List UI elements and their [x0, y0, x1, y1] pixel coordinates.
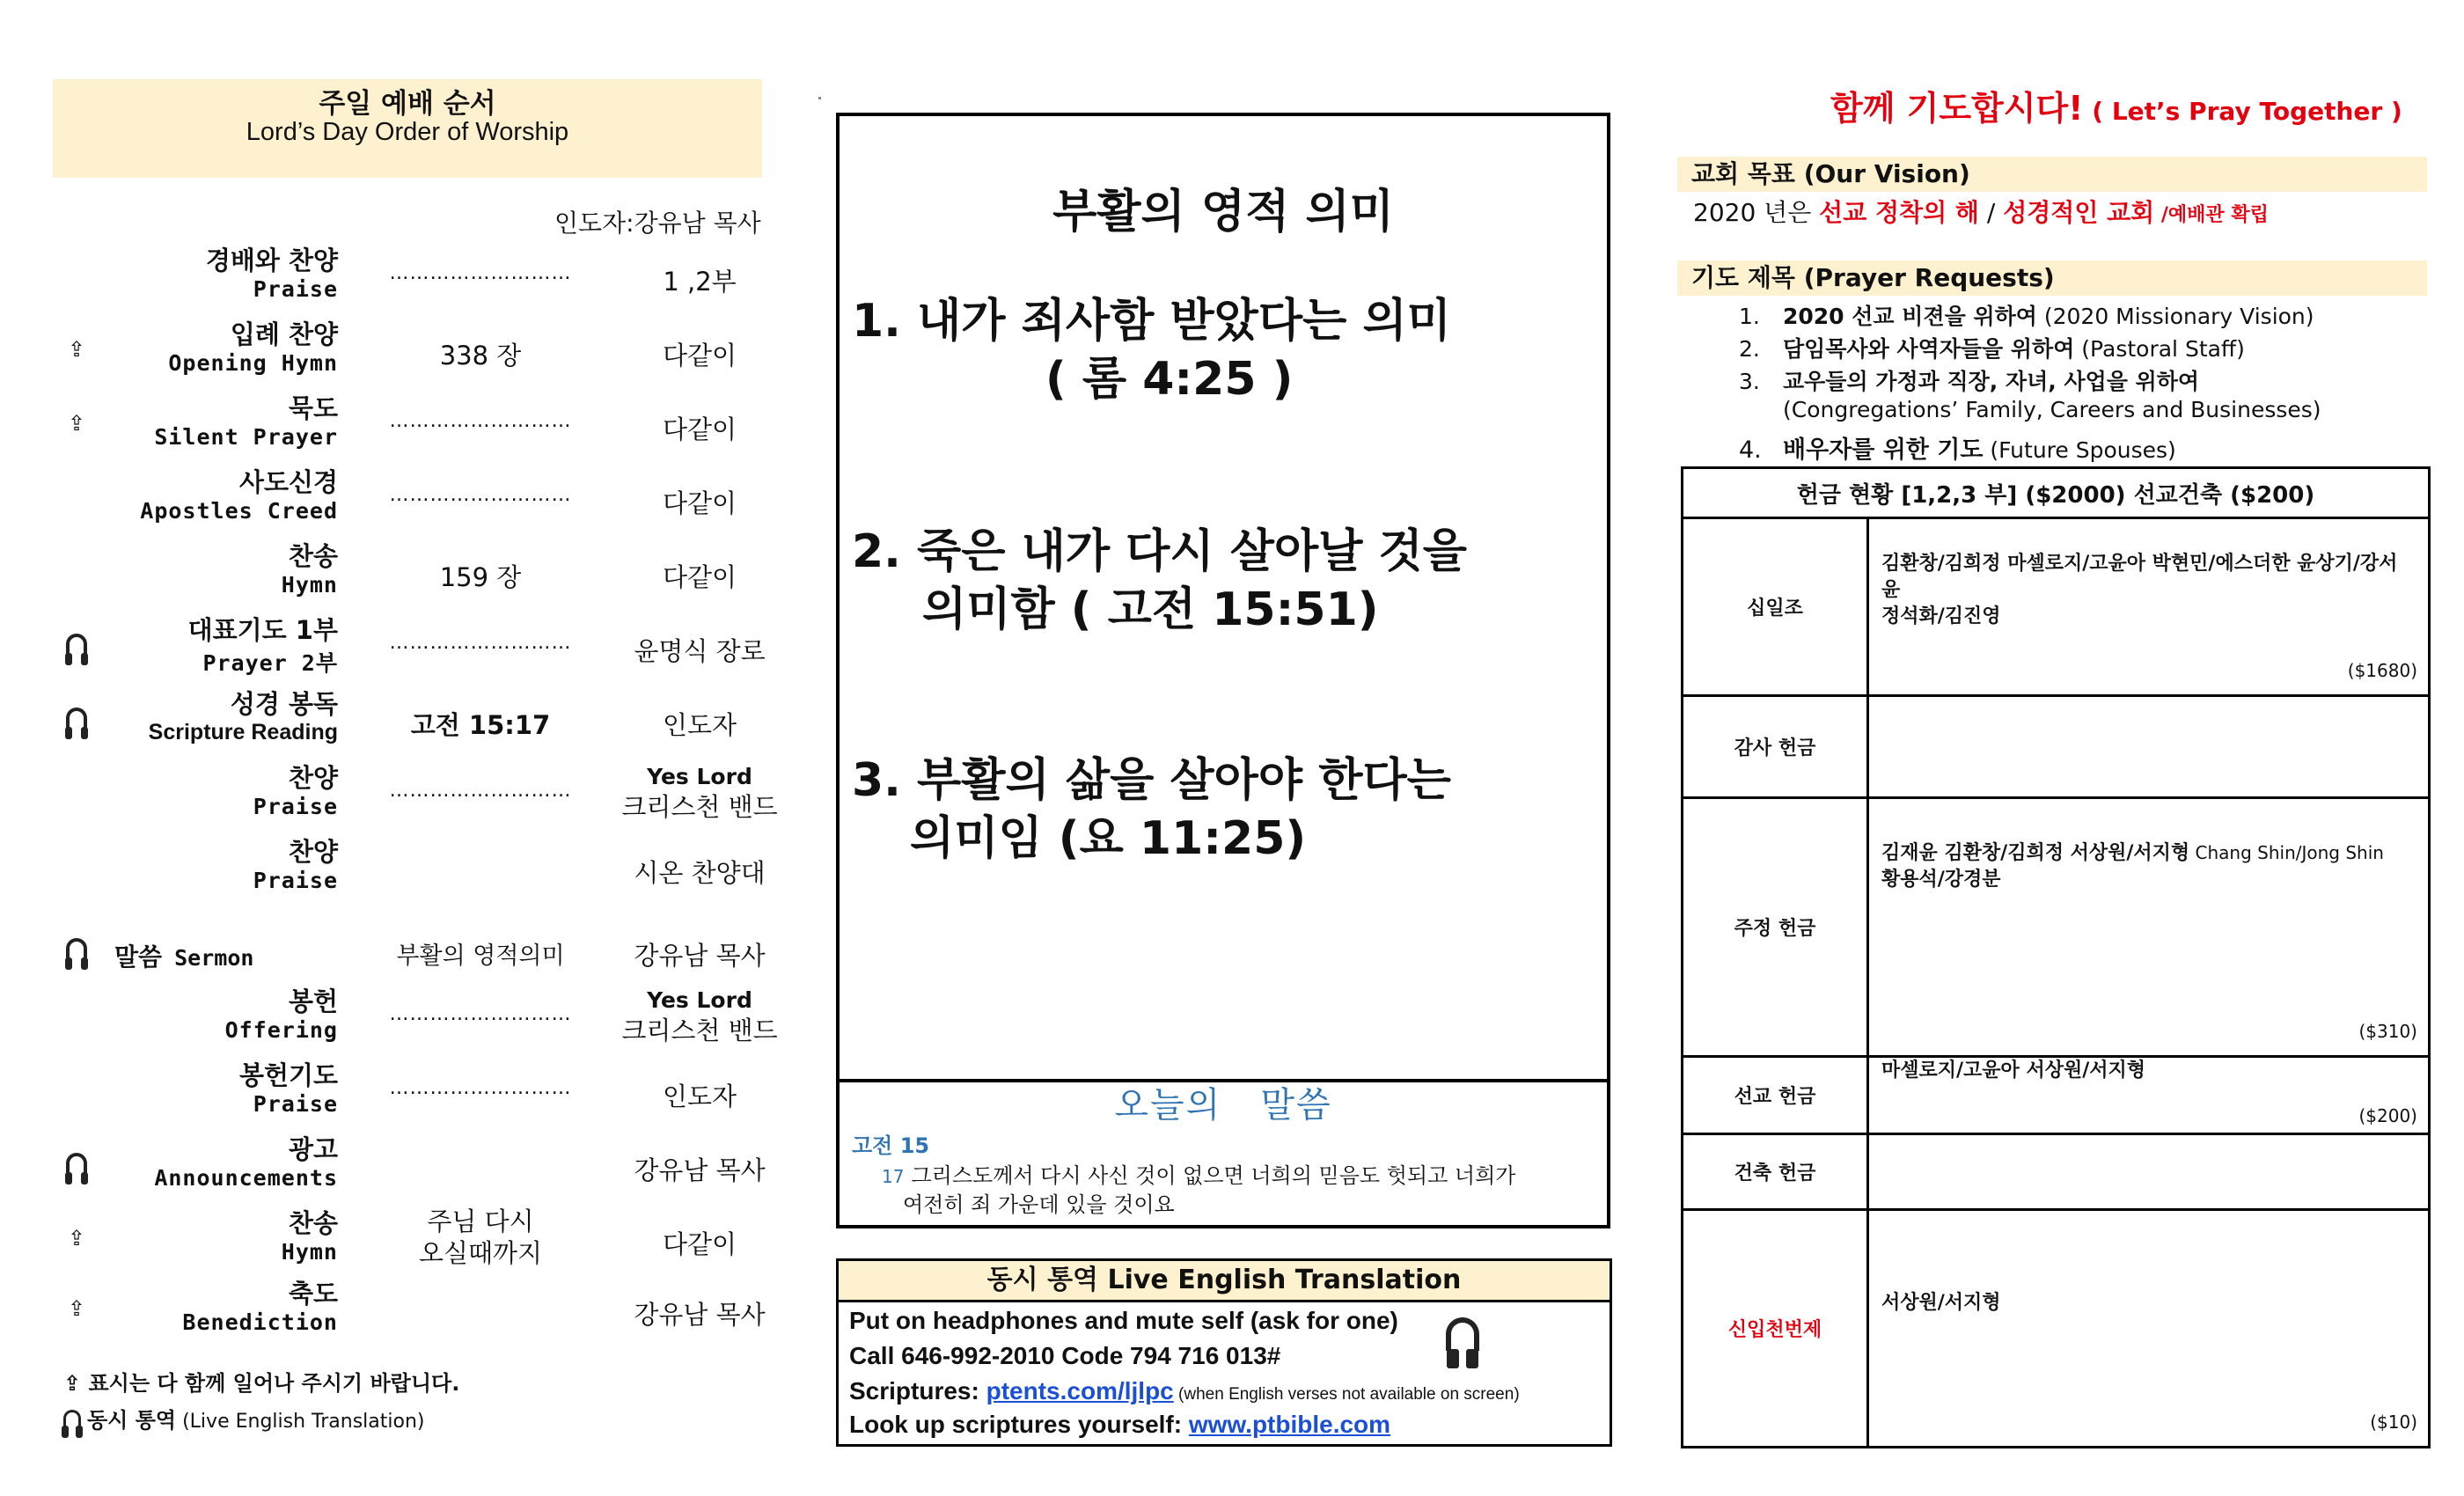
headset-icon [65, 1153, 88, 1176]
row-title-kr: 광고 [288, 1134, 338, 1164]
offering-table [1681, 466, 2431, 1448]
request-number: 3. [1739, 369, 1760, 394]
sermon-point-line2: 의미임 (요 11:25) [910, 812, 1307, 865]
order-row [53, 1056, 774, 1126]
offering-amount: ($10) [2370, 1412, 2417, 1433]
order-row [53, 315, 774, 385]
verse-line1: 그리스도께서 다시 사신 것이 없으면 너희의 믿음도 헛되고 너희가 [911, 1163, 1516, 1188]
row-title-kr: 사도신경 [238, 467, 338, 497]
row-right: 다같이 [662, 341, 737, 370]
offering-names [1868, 1134, 2430, 1210]
scriptures-note: (when English verses not available on screen) [1173, 1385, 1520, 1404]
translation-line4 [849, 1411, 1390, 1439]
request-en: (Pastoral Staff) [2074, 336, 2245, 362]
request-number: 4. [1739, 436, 1762, 464]
offering-names [1868, 1057, 2430, 1134]
stand-icon: ⇪ [67, 411, 86, 436]
today-word-title: 오늘의 말씀 [1114, 1085, 1332, 1126]
order-row [53, 1274, 774, 1345]
row-middle-line1: 주님 다시 [427, 1206, 534, 1236]
vision-goal-2: 성경적인 교회 [2003, 198, 2155, 227]
row-right-line2: 크리스천 밴드 [621, 792, 778, 822]
row-title-kr: 찬양 [288, 763, 338, 793]
sermon-box [836, 113, 1610, 1082]
sermon-point [852, 752, 1451, 868]
offering-names [1868, 696, 2430, 798]
order-row [53, 611, 774, 681]
order-row [53, 389, 774, 459]
table-row [1683, 1210, 2430, 1448]
verse-text [882, 1162, 1586, 1219]
row-right-line1: Yes Lord [647, 987, 752, 1013]
sermon-title: 부활의 영적 의미 [1052, 186, 1394, 238]
prayer-request [1739, 332, 2245, 363]
table-row [1683, 696, 2430, 798]
order-row [53, 463, 774, 533]
sermon-kr: 말씀 [114, 942, 163, 972]
row-middle-line2: 오실때까지 [418, 1238, 543, 1268]
row-title-en: Silent Prayer [154, 424, 338, 450]
row-right-line1: Yes Lord [647, 764, 752, 789]
offering-names [1868, 798, 2430, 1057]
names-line2: 황용석/강경분 [1881, 869, 2001, 891]
table-row [1683, 798, 2430, 1057]
prayer-requests-header: 기도 제목 (Prayer Requests) [1677, 260, 2427, 296]
row-right: 다같이 [662, 1229, 737, 1259]
vision-text [1693, 194, 2269, 229]
table-row [1683, 518, 2430, 696]
row-right [554, 986, 845, 1045]
row-title-kr: 축도 [288, 1279, 338, 1309]
request-kr: 배우자를 위한 기도 [1783, 436, 1984, 464]
row-middle: ……………………… [389, 410, 572, 432]
row-title-en: Hymn [281, 1239, 338, 1265]
table-row [1683, 1134, 2430, 1210]
row-right: 인도자 [662, 1082, 737, 1111]
request-number: 2. [1739, 336, 1760, 362]
order-row [53, 537, 774, 607]
names-english: Chang Shin/Jong Shin [2189, 842, 2384, 863]
row-title-en: Hymn [281, 572, 338, 598]
offering-header: 헌금 현황 [1,2,3 부] ($2000) 선교건축 ($200) [1683, 468, 2430, 518]
order-row [53, 1204, 774, 1274]
request-en: (Congregations’ Family, Careers and Businesses) [1783, 397, 2321, 422]
row-title-en: Offering [224, 1017, 338, 1043]
row-right: 1 ,2부 [663, 267, 737, 297]
row-middle: ……………………… [389, 1077, 572, 1099]
verse-reference: 고전 15 [852, 1133, 930, 1158]
pray-together-title [1830, 81, 2402, 129]
translation-line1: Put on headphones and mute self (ask for one) [849, 1307, 1398, 1334]
prayer-request [1739, 364, 2199, 396]
request-kr: 담임목사와 사역자들을 위하여 [1783, 336, 2075, 362]
sermon-point-line2: ( 롬 4:25 ) [1045, 353, 1294, 406]
headset-icon [63, 1410, 81, 1427]
sermon-en: Sermon [174, 945, 254, 971]
prayer-request [1739, 430, 2176, 465]
offering-category: 주정 헌금 [1683, 798, 1868, 1057]
names-line2: 정석화/김진영 [1881, 605, 2001, 627]
row-title-en: Prayer 2부 [202, 650, 338, 676]
row-right [554, 762, 845, 822]
vision-header: 교회 목표 (Our Vision) [1677, 157, 2427, 192]
row-title-kr: 묵도 [288, 393, 338, 423]
request-kr: 2020 선교 비젼을 위하여 [1783, 304, 2037, 329]
row-right: 강유남 목사 [634, 941, 766, 971]
row-right: 인도자 [662, 710, 737, 740]
vision-goal-3: /예배관 확립 [2154, 204, 2269, 226]
row-middle: 338 장 [439, 341, 522, 370]
order-header [53, 79, 762, 178]
row-right: 다같이 [662, 414, 737, 444]
row-title-en: Apostles Creed [140, 498, 338, 524]
order-title-en: Lord’s Day Order of Worship [246, 118, 569, 146]
row-title-kr: 봉헌 [288, 986, 338, 1016]
sermon-point-line2: 의미함 ( 고전 15:51) [922, 583, 1379, 636]
offering-amount: ($1680) [2347, 660, 2417, 681]
sermon-point-line1: 3. 부활의 삶을 살아야 한다는 [852, 754, 1451, 807]
stand-icon: ⇪ [63, 1371, 82, 1396]
prayer-request [1739, 397, 2321, 422]
prayer-request [1739, 299, 2314, 331]
vision-sep: / [1978, 198, 2004, 227]
scriptures-label: Scriptures: [849, 1377, 986, 1404]
row-middle: ……………………… [389, 262, 572, 284]
offering-names [1868, 1210, 2430, 1448]
request-en: (2020 Missionary Vision) [2036, 304, 2314, 329]
order-row [53, 1130, 774, 1200]
offering-amount: ($310) [2358, 1021, 2417, 1042]
row-right: 윤명식 장로 [634, 636, 766, 666]
names-line1: 김환창/김희정 마셀로지/고윤아 박현민/에스더한 윤상기/강서윤 [1881, 553, 2398, 601]
pray-title-kr: 함께 기도합시다! [1830, 89, 2084, 128]
order-row-sermon [53, 915, 774, 986]
stand-note [63, 1366, 459, 1397]
names-line1: 김재윤 김환창/김희정 서상원/서지형 [1881, 842, 2190, 864]
sermon-point-line1: 2. 죽은 내가 다시 살아날 것을 [852, 525, 1468, 578]
row-right: 다같이 [662, 562, 737, 592]
offering-category: 선교 헌금 [1683, 1057, 1868, 1134]
translation-note-kr: 동시 통역 [87, 1408, 177, 1433]
verse-number: 17 [882, 1166, 905, 1187]
row-middle: ……………………… [389, 632, 572, 654]
row-right-line2: 크리스천 밴드 [621, 1016, 778, 1045]
row-title-en: Praise [253, 276, 338, 302]
row-title-kr: 찬송 [288, 541, 338, 571]
order-row [53, 759, 778, 829]
offering-amount: ($200) [2358, 1105, 2417, 1126]
lookup-label: Look up scriptures yourself: [849, 1411, 1189, 1438]
sermon-point-line1: 1. 내가 죄사함 받았다는 의미 [852, 295, 1451, 348]
headset-icon [65, 708, 88, 730]
order-row [53, 832, 774, 903]
translation-header: 동시 통역 Live English Translation [839, 1261, 1610, 1302]
request-kr: 교우들의 가정과 직장, 자녀, 사업을 위하여 [1783, 369, 2200, 394]
row-middle: 고전 15:17 [410, 710, 551, 740]
stand-icon: ⇪ [67, 1296, 86, 1321]
stand-note-text: 표시는 다 함께 일어나 주시기 바랍니다. [88, 1371, 460, 1396]
translation-note-en: (Live English Translation) [182, 1411, 425, 1433]
translation-note [63, 1403, 424, 1434]
leader-line: 인도자:강유남 목사 [554, 209, 761, 238]
row-right: 강유남 목사 [634, 1155, 766, 1185]
offering-category: 신입천번제 [1683, 1210, 1868, 1448]
row-title-en: Praise [253, 794, 338, 819]
headset-icon [65, 634, 88, 656]
order-title-kr: 주일 예배 순서 [319, 88, 496, 120]
verse-line2: 여전히 죄 가운데 있을 것이요 [903, 1192, 1175, 1217]
request-number: 1. [1739, 304, 1760, 329]
sermon-point [852, 292, 1451, 408]
row-right: 강유남 목사 [634, 1300, 766, 1330]
row-title-kr: 찬송 [288, 1208, 338, 1238]
offering-category: 건축 헌금 [1683, 1134, 1868, 1210]
stand-icon: ⇪ [67, 1226, 86, 1250]
row-middle: ……………………… [389, 780, 572, 802]
pray-title-en: ( Let’s Pray Together ) [2083, 97, 2402, 126]
stand-icon: ⇪ [67, 337, 86, 362]
vision-goal-1: 선교 정착의 해 [1819, 198, 1979, 227]
row-title-en: Benediction [182, 1309, 338, 1335]
row-middle: ……………………… [389, 1003, 572, 1025]
order-row [53, 982, 778, 1052]
row-title-en: Announcements [154, 1165, 338, 1191]
translation-line3 [849, 1377, 1520, 1405]
row-title-en: Praise [253, 868, 338, 893]
row-right: 다같이 [662, 488, 737, 518]
offering-category: 십일조 [1683, 518, 1868, 696]
order-row [53, 241, 774, 312]
row-middle: 159 장 [439, 562, 522, 592]
request-en: (Future Spouses) [1983, 437, 2176, 463]
row-title-kr: 경배와 찬양 [205, 246, 338, 275]
table-row [1683, 1057, 2430, 1134]
row-title-kr: 입례 찬양 [230, 319, 338, 349]
row-right: 시온 찬양대 [634, 858, 766, 888]
row-middle: 부활의 영적의미 [396, 942, 565, 970]
row-title-kr: 대표기도 1부 [187, 615, 338, 645]
order-row [53, 685, 774, 755]
row-title-en: Opening Hymn [168, 350, 338, 376]
translation-line2: Call 646-992-2010 Code 794 716 013# [849, 1342, 1281, 1369]
translation-box [836, 1258, 1612, 1447]
row-middle: ……………………… [389, 484, 572, 506]
names-line1: 서상원/서지형 [1881, 1292, 2001, 1314]
row-title-kr: 찬양 [288, 837, 338, 867]
offering-category: 감사 헌금 [1683, 696, 1868, 798]
ptbible-link[interactable]: www.ptbible.com [1188, 1411, 1391, 1438]
dot-mark [818, 97, 821, 99]
row-title-kr: 봉헌기도 [238, 1060, 338, 1090]
row-title-en: Praise [253, 1091, 338, 1117]
scriptures-link[interactable]: ptents.com/ljlpc [986, 1377, 1174, 1404]
headphones-icon [1446, 1317, 1479, 1354]
sermon-label [114, 938, 253, 973]
offering-names [1868, 518, 2430, 696]
sermon-point [852, 523, 1467, 639]
row-title-en: Scripture Reading [148, 720, 338, 744]
headset-icon [65, 938, 88, 961]
vision-prefix: 2020 년은 [1693, 198, 1820, 227]
today-word-box [836, 1074, 1610, 1228]
row-title-kr: 성경 봉독 [230, 689, 338, 719]
names-line1: 마셀로지/고윤아 서상원/서지형 [1881, 1060, 2146, 1082]
